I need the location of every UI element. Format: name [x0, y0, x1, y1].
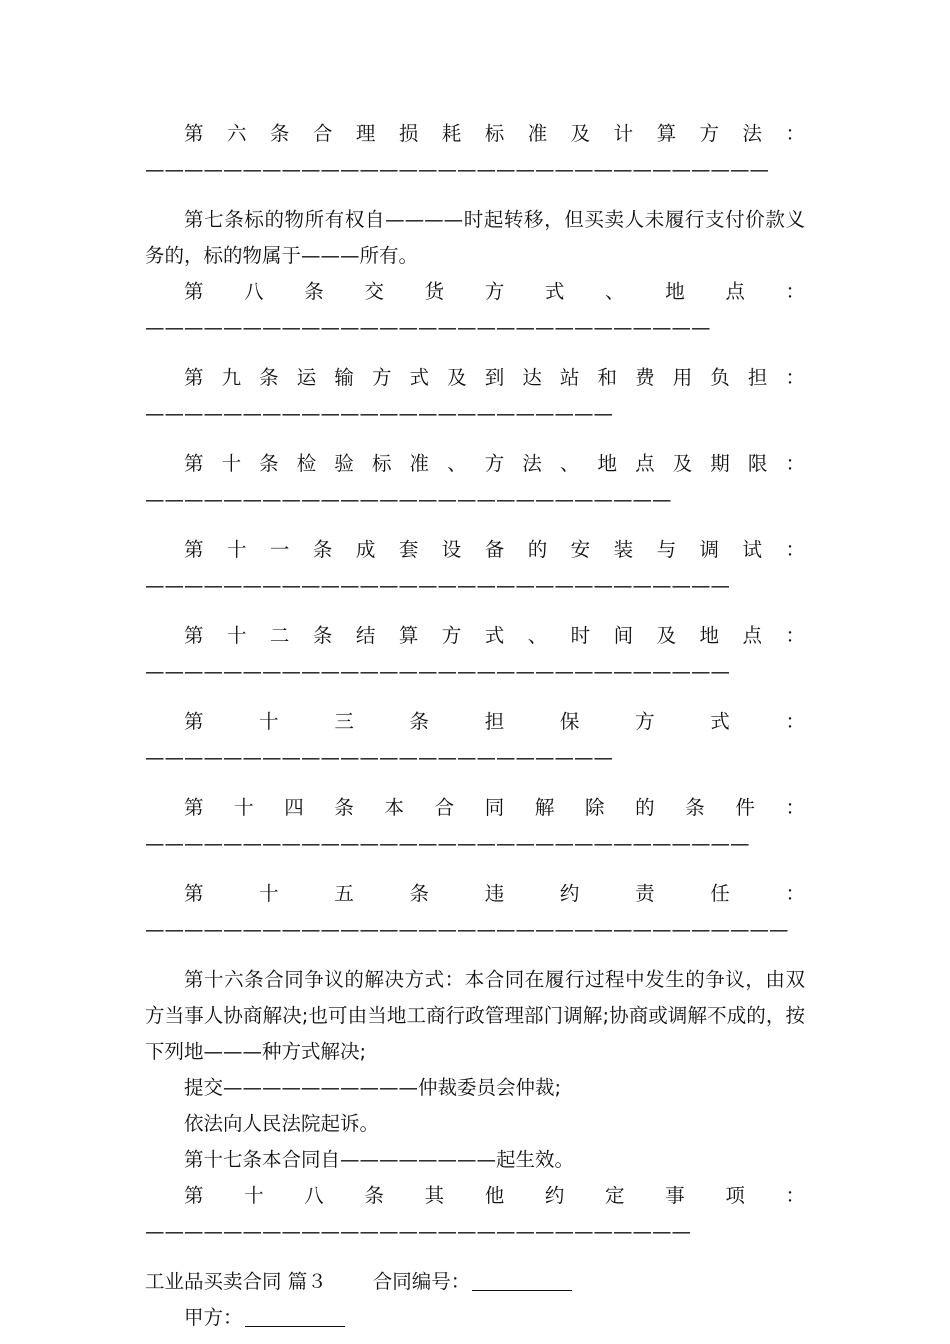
clause-9: 第九条运输方式及到达站和费用负担：————————————————————————	[145, 366, 805, 425]
clause-12: 第十二条结算方式、时间及地点：——————————————————————————————	[145, 624, 805, 683]
contract-body	[145, 116, 805, 1336]
clause-10: 第十条检验标准、方法、地点及期限：———————————————————————————	[145, 452, 805, 511]
clause-7: 第七条标的物所有权自————时起转移，但买卖人未履行支付价款义务的，标的物属于———所有。	[145, 208, 805, 267]
contract-number-label: 合同编号：	[372, 1270, 471, 1293]
clause-16: 第十六条合同争议的解决方式：本合同在履行过程中发生的争议，由双方当事人协商解决;也可由当地工商行政管理部门调解;协商或调解不成的，按下列地———种方式解决;	[145, 968, 805, 1063]
clause-18: 第十八条其他约定事项：————————————————————————————	[145, 1184, 805, 1243]
party-a-label: 甲方：	[184, 1306, 243, 1329]
clause-15: 第十五条违约责任：—————————————————————————————————	[145, 882, 805, 941]
clause-11: 第十一条成套设备的安装与调试：——————————————————————————————	[145, 538, 805, 597]
party-a-blank[interactable]	[245, 1304, 345, 1327]
clause-17: 第十七条本合同自————————起生效。	[184, 1148, 575, 1171]
clause-8: 第八条交货方式、地点：—————————————————————————————	[145, 280, 805, 339]
contract-title: 工业品买卖合同 篇３	[145, 1270, 327, 1293]
clause-14: 第十四条本合同解除的条件：———————————————————————————————	[145, 796, 805, 855]
clause-13: 第十三条担保方式：————————————————————————	[145, 710, 805, 769]
contract-header-line	[145, 1264, 805, 1300]
clause-16-option-court: 依法向人民法院起诉。	[184, 1112, 380, 1135]
clause-6: 第六条合理损耗标准及计算方法：————————————————————————————————	[145, 122, 805, 181]
party-a-line	[145, 1300, 805, 1336]
contract-number-blank[interactable]	[472, 1268, 572, 1291]
clause-16-option-arbitration: 提交——————————仲裁委员会仲裁;	[184, 1076, 562, 1099]
